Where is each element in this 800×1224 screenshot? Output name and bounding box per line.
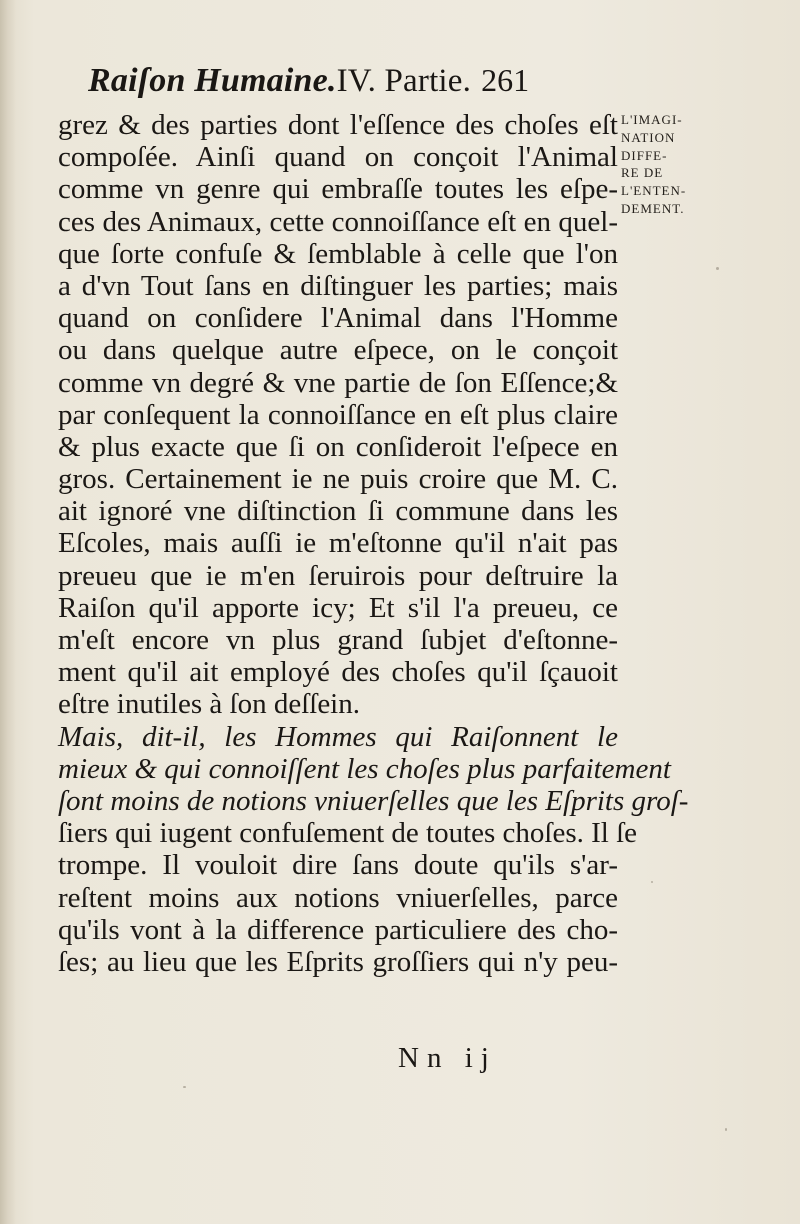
quoted-text-line: mieux & qui connoiſſent les choſes plus parfaitement [58,752,671,785]
text-line: gros. Certainement ie ne puis croire que M. C. [58,463,618,496]
margin-note-line: NATION [621,129,676,145]
text-line: ait ignoré vne diſtinction ſi commune dans les [58,495,618,528]
text-line: m'eſt encore vn plus grand ſubjet d'eſtonne- [58,624,618,656]
text-line: ſiers qui iugent confuſement de toutes choſes. Il ſe [58,817,638,850]
margin-note-line: L'IMAGI- [621,112,683,127]
text-line: quand on conſidere l'Animal dans l'Homme [58,302,618,335]
binding-shadow [0,0,16,1224]
text-line: trompe. Il vouloit dire ſans doute qu'ils s'ar- [58,849,618,882]
text-line: par conſequent la connoiſſance en eſt plus claire [58,398,618,431]
catchword-signature: Nn ij [398,1042,497,1074]
text-line: Raiſon qu'il apporte icy; Et s'il l'a preueu, ce [58,591,618,624]
paper-speck [651,881,653,883]
text-line: & plus exacte que ſi on conſideroit l'eſpece en [58,430,618,463]
paper-speck [725,1128,727,1131]
text-line: ou dans quelque autre eſpece, on le conçoit [58,334,618,367]
running-header [88,62,608,106]
text-line: preueu que ie m'en ſeruirois pour deſtruire la [58,559,618,592]
text-line: compoſée. Ainſi quand on conçoit l'Animal [58,141,618,174]
page-number: 261 [481,62,530,98]
text-line: comme vn degré & vne partie de ſon Eſſence;& [58,366,618,399]
quoted-text-line: Mais, dit-il, les Hommes qui Raiſonnent le [58,720,618,753]
quoted-text-line: ſont moins de notions vniuerſelles que les Eſprits groſ- [58,784,689,817]
text-line: ſes; au lieu que les Eſprits groſſiers qui n'y peu- [58,945,618,978]
text-line: reſtent moins aux notions vniuerſelles, parce [58,881,618,914]
part-label: IV. Partie. [336,63,472,99]
text-line: grez & des parties dont l'eſſence des choſes eſt [58,109,618,141]
margin-note-line: DIFFE- [621,147,668,163]
margin-note-line: DEMENT. [621,200,685,216]
text-line: Eſcoles, mais auſſi ie m'eſtonne qu'il n'ait pas [58,527,618,560]
running-title: Raiſon Humaine. [88,62,337,99]
margin-note-line: RE DE [621,165,664,181]
text-line: qu'ils vont à la difference particuliere des cho- [58,913,618,946]
text-line: ces des Animaux, cette connoiſſance eſt en quel- [58,205,618,238]
text-line: eſtre inutiles à ſon deſſein. [58,688,360,721]
text-line: a d'vn Tout ſans en diſtinguer les parties; mais [58,269,618,302]
margin-note-line: L'ENTEN- [621,183,687,199]
paper-speck [716,267,719,270]
margin-note [621,111,719,218]
text-line: ment qu'il ait employé des choſes qu'il ſçauoit [58,656,618,689]
text-line: que ſorte confuſe & ſemblable à celle que l'on [58,237,618,270]
paper-speck [183,1086,186,1088]
text-line: comme vn genre qui embraſſe toutes les eſpe- [58,173,618,206]
